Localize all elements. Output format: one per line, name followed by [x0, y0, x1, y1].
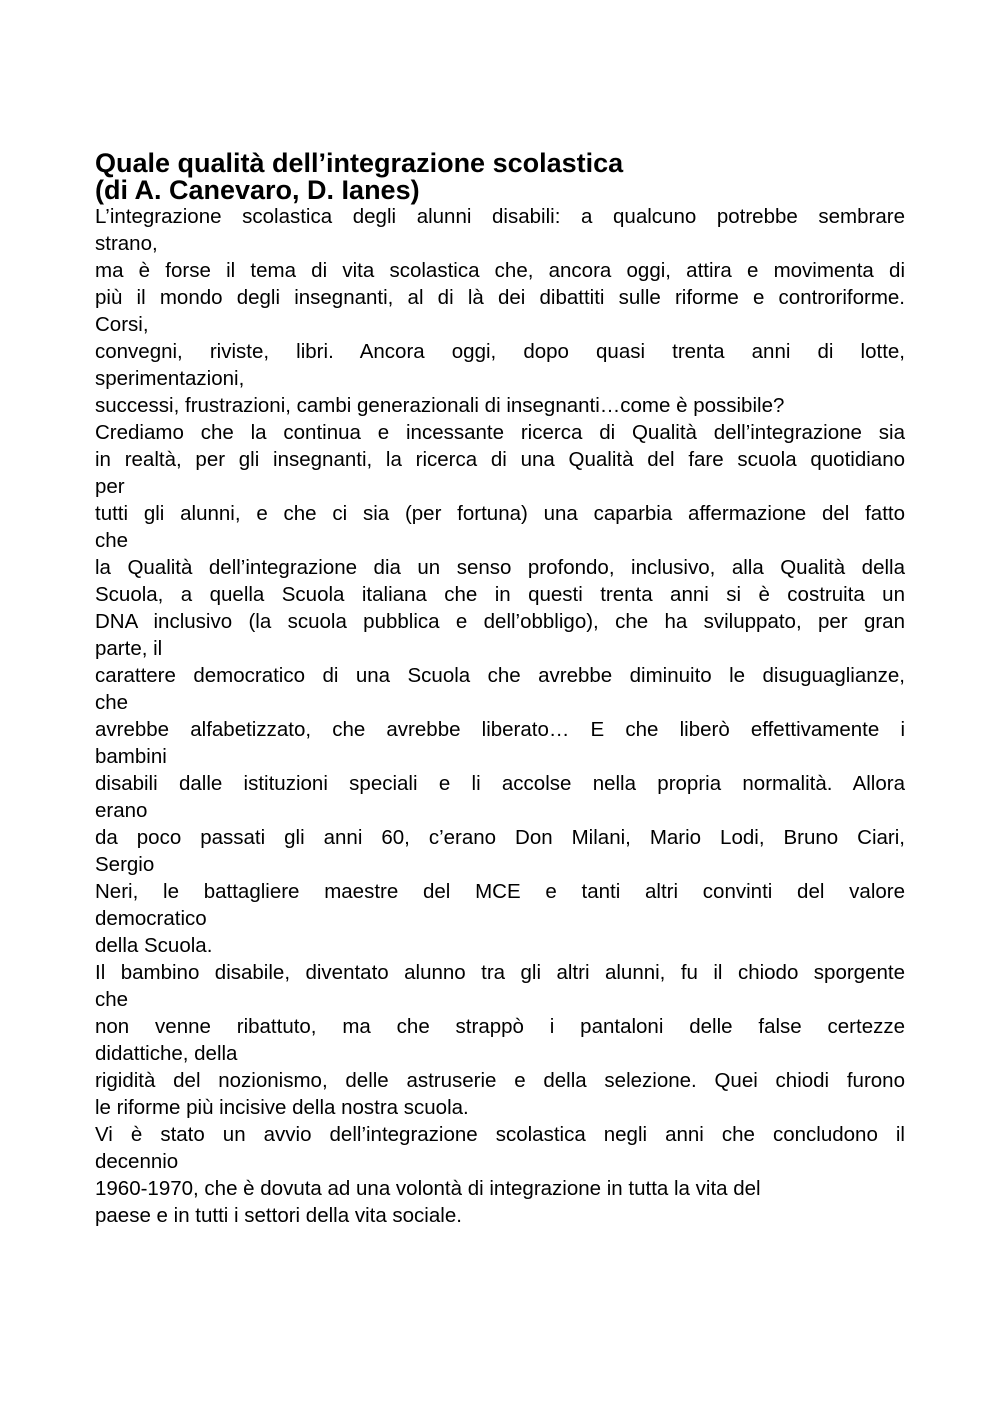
body-line: Corsi, [95, 313, 149, 336]
document-body [95, 203, 905, 1229]
body-line: paese e in tutti i settori della vita sociale. [95, 1204, 462, 1227]
document-page [95, 147, 905, 1229]
body-line: rigidità del nozionismo, delle astruserie e della selezione. Quei chiodi furono [95, 1069, 905, 1092]
document-title [95, 147, 905, 205]
body-line: non venne ribattuto, ma che strappò i pantaloni delle false certezze [95, 1015, 905, 1038]
body-line: le riforme più incisive della nostra scuola. [95, 1096, 469, 1119]
body-line: DNA inclusivo (la scuola pubblica e dell’obbligo), che ha sviluppato, per gran [95, 610, 905, 633]
body-line: Neri, le battagliere maestre del MCE e tanti altri convinti del valore [95, 880, 905, 903]
body-line: tutti gli alunni, e che ci sia (per fortuna) una caparbia affermazione del fatto [95, 502, 905, 525]
title-line-1: Quale qualità dell’integrazione scolastica [95, 148, 624, 178]
body-line: sperimentazioni, [95, 367, 245, 390]
body-line: che [95, 988, 129, 1011]
body-line: L’integrazione scolastica degli alunni disabili: a qualcuno potrebbe sembrare [95, 205, 905, 228]
body-line: Crediamo che la continua e incessante ricerca di Qualità dell’integrazione sia [95, 421, 905, 444]
body-line: Scuola, a quella Scuola italiana che in questi trenta anni si è costruita un [95, 583, 905, 606]
body-line: 1960-1970, che è dovuta ad una volontà di integrazione in tutta la vita del [95, 1177, 761, 1200]
body-line: convegni, riviste, libri. Ancora oggi, dopo quasi trenta anni di lotte, [95, 340, 905, 363]
title-line-2: (di A. Canevaro, D. Ianes) [95, 175, 420, 205]
body-line: Vi è stato un avvio dell’integrazione scolastica negli anni che concludono il [95, 1123, 905, 1146]
body-line: strano, [95, 232, 158, 255]
body-line: in realtà, per gli insegnanti, la ricerca di una Qualità del fare scuola quotidiano [95, 448, 905, 471]
body-line: la Qualità dell’integrazione dia un senso profondo, inclusivo, alla Qualità della [95, 556, 905, 579]
body-line: disabili dalle istituzioni speciali e li accolse nella propria normalità. Allora [95, 772, 905, 795]
body-line: che [95, 529, 129, 552]
body-line: erano [95, 799, 148, 822]
body-line: Sergio [95, 853, 155, 876]
body-line: da poco passati gli anni 60, c’erano Don Milani, Mario Lodi, Bruno Ciari, [95, 826, 905, 849]
body-line: Il bambino disabile, diventato alunno tra gli altri alunni, fu il chiodo sporgente [95, 961, 905, 984]
body-line: decennio [95, 1150, 179, 1173]
body-line: parte, il [95, 637, 163, 660]
body-line: democratico [95, 907, 207, 930]
body-line: bambini [95, 745, 167, 768]
body-line: carattere democratico di una Scuola che avrebbe diminuito le disuguaglianze, [95, 664, 905, 687]
body-line: della Scuola. [95, 934, 213, 957]
body-line: ma è forse il tema di vita scolastica che, ancora oggi, attira e movimenta di [95, 259, 905, 282]
body-line: che [95, 691, 129, 714]
body-line: didattiche, della [95, 1042, 238, 1065]
body-line: avrebbe alfabetizzato, che avrebbe liberato… E che liberò effettivamente i [95, 718, 905, 741]
body-line: successi, frustrazioni, cambi generazionali di insegnanti…come è possibile? [95, 394, 785, 417]
body-line: più il mondo degli insegnanti, al di là dei dibattiti sulle riforme e controriforme. [95, 286, 905, 309]
body-line: per [95, 475, 125, 498]
